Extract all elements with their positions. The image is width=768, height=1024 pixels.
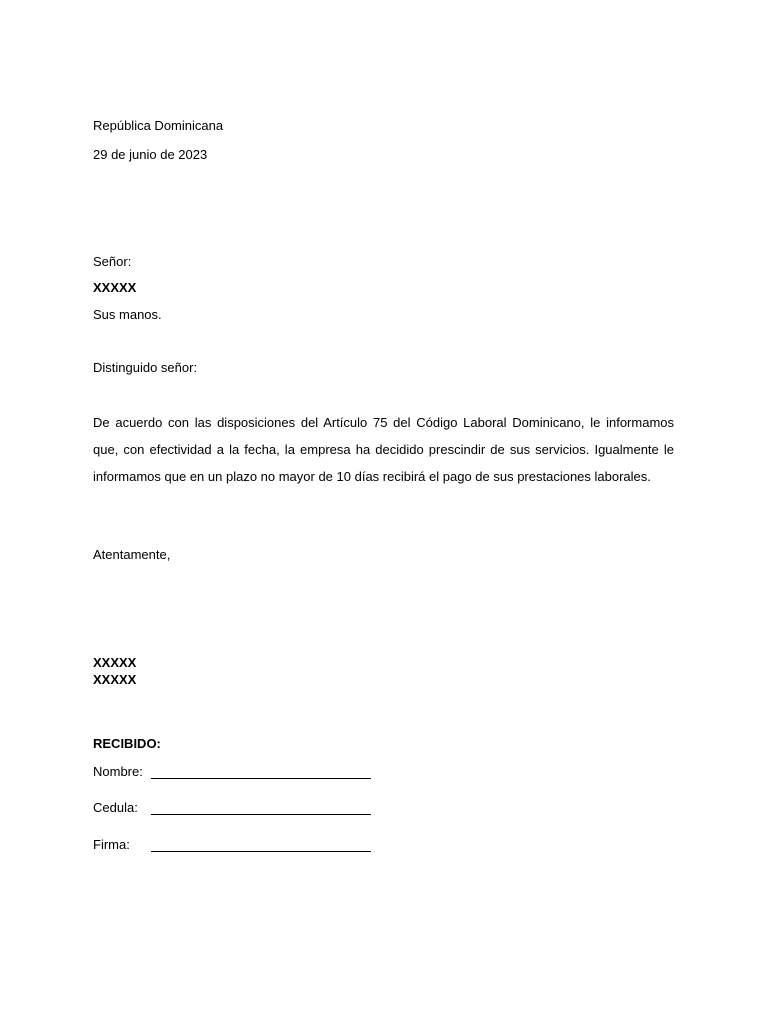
letter-greeting: Distinguido señor: [93,360,198,375]
letter-body-paragraph: De acuerdo con las disposiciones del Artículo 75 del Código Laboral Dominicano, le informamos que, con efectividad a la fecha, la empresa ha decidido prescindir de sus servicios. Igualmente le informamos que en un plazo no mayor de 10 días recibirá el pago de sus prestaciones laborales. [93,415,674,484]
blank-line [151,778,371,779]
blank-line [151,851,371,852]
signature-line-1: XXXXX [93,655,137,670]
letter-closing: Atentamente, [93,547,171,562]
blank-line [151,814,371,815]
letter-date: 29 de junio de 2023 [93,147,208,162]
letter-place: República Dominicana [93,118,224,133]
recipient-name: XXXXX [93,280,137,295]
signature-line-2: XXXXX [93,672,137,687]
recipient-delivery: Sus manos. [93,307,162,322]
field-label: Cedula: [93,800,138,815]
field-label: Firma: [93,837,130,852]
recipient-salutation: Señor: [93,254,132,269]
field-label: Nombre: [93,764,143,779]
receipt-title: RECIBIDO: [93,736,161,751]
